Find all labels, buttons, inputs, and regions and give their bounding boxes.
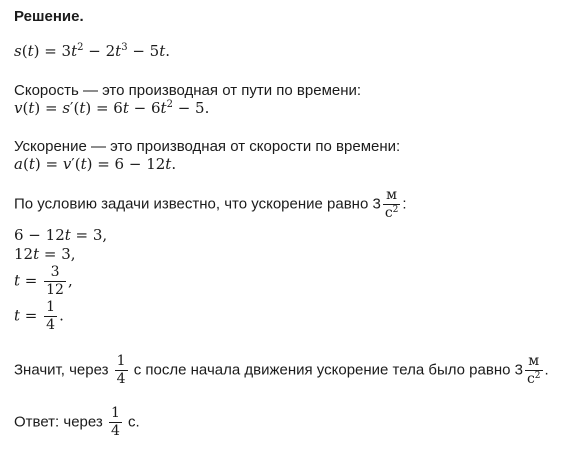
acceleration-unit: $\frac{м}{с^2}$: [526, 353, 541, 387]
solution-title: Решение.: [14, 8, 84, 25]
equation-2: 12t = 3,: [14, 245, 76, 263]
acceleration-text: Ускорение — это производная от скорости по времени:: [14, 138, 401, 155]
condition-text: По условию задачи известно, что ускорение равно 3 $\frac{м}{с^2}$ :: [14, 187, 407, 221]
velocity-text: Скорость — это производная от пути по времени:: [14, 82, 362, 99]
acceleration-unit: $\frac{м}{с^2}$: [384, 187, 399, 221]
equation-3: t = $\frac{3}{12}$ ,: [14, 264, 73, 298]
equation-4: t = $\frac{1}{4}$ .: [14, 299, 64, 333]
acceleration-formula: a(t) = v′(t) = 6 − 12t.: [14, 155, 177, 173]
equation-1: 6 − 12t = 3,: [14, 226, 108, 244]
position-formula: $s(t) = 3t^2 - 2t^3 - 5t$.: [14, 42, 171, 60]
velocity-formula: $v(t) = s'(t) = 6t - 6t^2 - 5$.: [14, 99, 210, 117]
conclusion-text: Значит, через $\frac{1}{4}$ с после начала движения ускорение тела было равно 3 $\frac{м}{с^2}$ .: [14, 353, 549, 387]
answer-text: Ответ: через $\frac{1}{4}$ с.: [14, 405, 140, 439]
